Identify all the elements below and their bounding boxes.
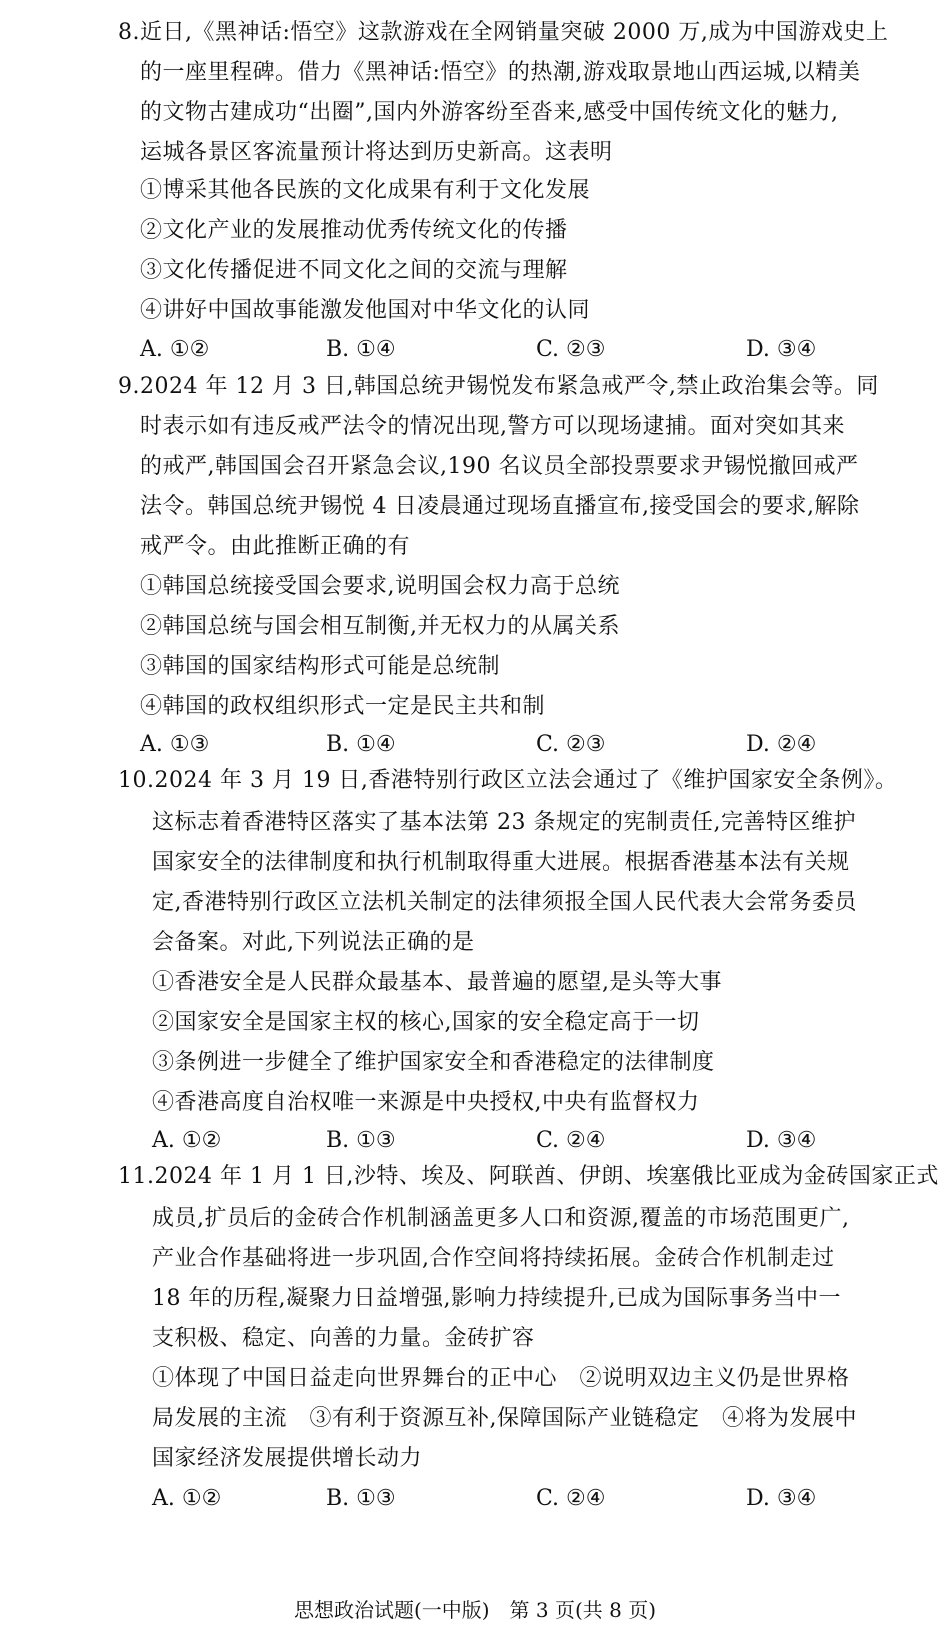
question-text-line: 18 年的历程,凝聚力日益增强,影响力持续提升,已成为国际事务当中一: [152, 1286, 841, 1311]
question-text-line: 的文物古建成功“出圈”,国内外游客纷至沓来,感受中国传统文化的魅力,: [140, 100, 839, 125]
question-text-line: 会备案。对此,下列说法正确的是: [152, 930, 475, 955]
answer-c: C. ②④: [536, 1486, 606, 1511]
answer-b: B. ①④: [326, 337, 396, 362]
option-3: ③文化传播促进不同文化之间的交流与理解: [140, 258, 568, 283]
answer-b: B. ①③: [326, 1128, 396, 1153]
option-4: ④香港高度自治权唯一来源是中央授权,中央有监督权力: [152, 1090, 700, 1115]
answer-a: A. ①②: [152, 1486, 222, 1511]
question-text-line: 11.2024 年 1 月 1 日,沙特、埃及、阿联酋、伊朗、埃塞俄比亚成为金砖国家正式: [118, 1164, 939, 1189]
question-text-line: 的戒严,韩国国会召开紧急会议,190 名议员全部投票要求尹锡悦撤回戒严: [140, 454, 859, 479]
question-text-line: 时表示如有违反戒严法令的情况出现,警方可以现场逮捕。面对突如其来: [140, 414, 845, 439]
answer-b: B. ①③: [326, 1486, 396, 1511]
question-text-line: 成员,扩员后的金砖合作机制涵盖更多人口和资源,覆盖的市场范围更广,: [152, 1206, 850, 1231]
page-footer: 思想政治试题(一中版) 第 3 页(共 8 页): [293, 1598, 657, 1622]
question-text-line: 国家安全的法律制度和执行机制取得重大进展。根据香港基本法有关规: [152, 850, 850, 875]
question-text-line: 的一座里程碑。借力《黑神话:悟空》的热潮,游戏取景地山西运城,以精美: [140, 60, 861, 85]
option-4: ④韩国的政权组织形式一定是民主共和制: [140, 694, 546, 719]
option-3: ③韩国的国家结构形式可能是总统制: [140, 654, 501, 679]
option-2: ②国家安全是国家主权的核心,国家的安全稳定高于一切: [152, 1010, 700, 1035]
answer-c: C. ②③: [536, 732, 606, 757]
option-1: ①韩国总统接受国会要求,说明国会权力高于总统: [140, 574, 620, 599]
option-3: ③条例进一步健全了维护国家安全和香港稳定的法律制度: [152, 1050, 715, 1075]
answer-a: A. ①②: [152, 1128, 222, 1153]
answer-d: D. ②④: [746, 732, 817, 757]
question-text-line: 戒严令。由此推断正确的有: [140, 534, 411, 559]
option-1: ①香港安全是人民群众最基本、最普遍的愿望,是头等大事: [152, 970, 722, 995]
answer-c: C. ②③: [536, 337, 606, 362]
option-line: 局发展的主流 ③有利于资源互补,保障国际产业链稳定 ④将为发展中: [152, 1406, 857, 1431]
question-text-line: 产业合作基础将进一步巩固,合作空间将持续拓展。金砖合作机制走过: [152, 1246, 835, 1271]
question-text-line: 这标志着香港特区落实了基本法第 23 条规定的宪制责任,完善特区维护: [152, 810, 856, 835]
option-line: 国家经济发展提供增长动力: [152, 1446, 423, 1471]
answer-d: D. ③④: [746, 337, 817, 362]
question-text-line: 支积极、稳定、向善的力量。金砖扩容: [152, 1326, 535, 1351]
question-text-line: 8.近日,《黑神话:悟空》这款游戏在全网销量突破 2000 万,成为中国游戏史上: [118, 20, 889, 45]
answer-a: A. ①②: [140, 337, 210, 362]
answer-d: D. ③④: [746, 1486, 817, 1511]
answer-d: D. ③④: [746, 1128, 817, 1153]
answer-b: B. ①④: [326, 732, 396, 757]
question-text-line: 10.2024 年 3 月 19 日,香港特别行政区立法会通过了《维护国家安全条例》。: [118, 768, 898, 793]
question-text-line: 定,香港特别行政区立法机关制定的法律须报全国人民代表大会常务委员: [152, 890, 857, 915]
question-text-line: 法令。韩国总统尹锡悦 4 日凌晨通过现场直播宣布,接受国会的要求,解除: [140, 494, 860, 519]
question-text-line: 9.2024 年 12 月 3 日,韩国总统尹锡悦发布紧急戒严令,禁止政治集会等。同: [118, 374, 879, 399]
option-4: ④讲好中国故事能激发他国对中华文化的认同: [140, 298, 591, 323]
option-line: ①体现了中国日益走向世界舞台的正中心 ②说明双边主义仍是世界格: [152, 1366, 850, 1391]
option-2: ②文化产业的发展推动优秀传统文化的传播: [140, 218, 568, 243]
question-text-line: 运城各景区客流量预计将达到历史新高。这表明: [140, 140, 613, 165]
option-2: ②韩国总统与国会相互制衡,并无权力的从属关系: [140, 614, 620, 639]
option-1: ①博采其他各民族的文化成果有利于文化发展: [140, 178, 591, 203]
answer-a: A. ①③: [140, 732, 210, 757]
answer-c: C. ②④: [536, 1128, 606, 1153]
